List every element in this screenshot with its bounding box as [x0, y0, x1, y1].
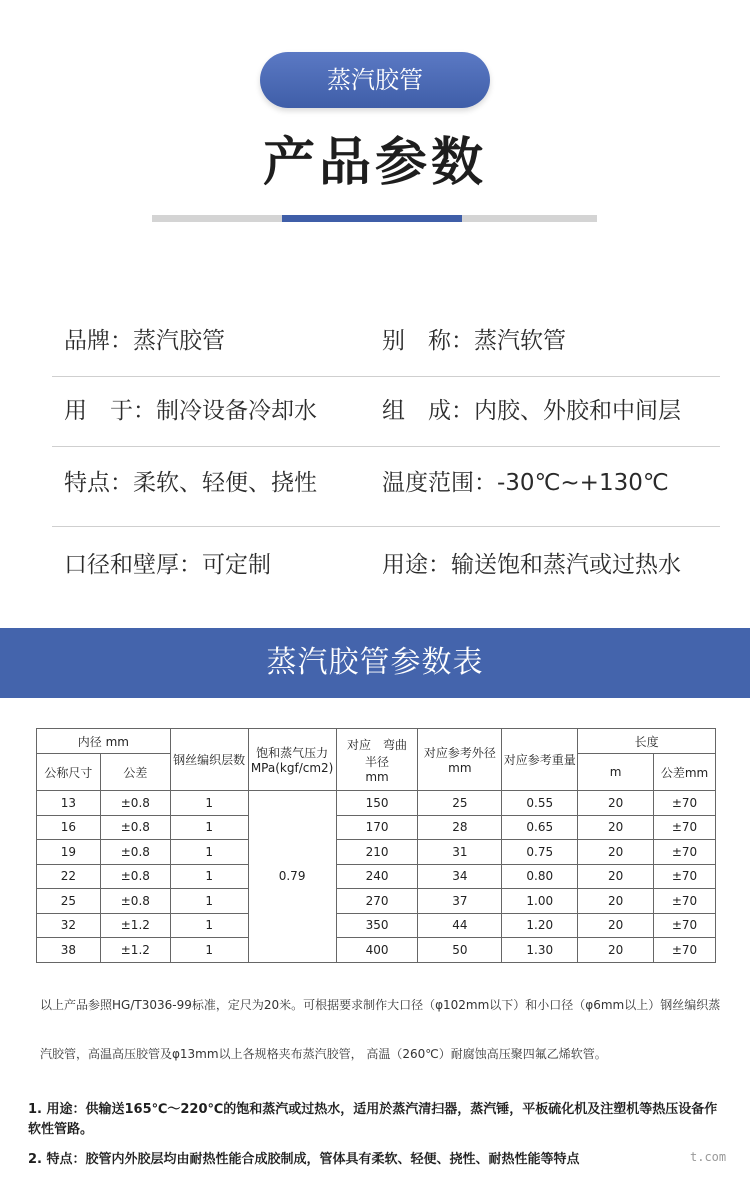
cell-weight: 1.00: [502, 889, 578, 914]
cell-length-tolerance: ±70: [654, 815, 716, 840]
header-bend-a: 对应: [347, 737, 372, 752]
cell-length-tolerance: ±70: [654, 913, 716, 938]
info-row-brand: [52, 306, 720, 376]
cell-length: 20: [578, 913, 654, 938]
info-alias: 别 称：蒸汽软管: [382, 328, 566, 354]
cell-size: 16: [37, 815, 101, 840]
cell-tolerance: ±1.2: [100, 913, 170, 938]
product-name-pill: 蒸汽胶管: [260, 52, 490, 108]
header-bend-d: mm: [365, 769, 389, 784]
cell-layers: 1: [170, 864, 248, 889]
feature-note: 2. 特点：胶管内外胶层均由耐热性能合成胶制成，管体具有柔软、轻便、挠性、耐热性能等特点: [28, 1152, 580, 1167]
cell-length-tolerance: ±70: [654, 840, 716, 865]
header-nominal-size: 公称尺寸: [37, 754, 101, 791]
cell-tolerance: ±0.8: [100, 840, 170, 865]
table-row: [37, 889, 716, 914]
info-row-size: [52, 530, 720, 600]
table-row: [37, 864, 716, 889]
page-title: 产品参数: [262, 133, 487, 193]
cell-length-tolerance: ±70: [654, 791, 716, 816]
cell-layers: 1: [170, 889, 248, 914]
header-weight: 对应参考重量: [502, 729, 578, 791]
cell-radius: 350: [336, 913, 418, 938]
cell-outer: 28: [418, 815, 502, 840]
cell-pressure: 0.79: [248, 791, 336, 963]
header-steam-pressure: 饱和蒸气压力MPa(kgf/cm2): [248, 729, 336, 791]
info-divider: [52, 526, 720, 527]
cell-outer: 50: [418, 938, 502, 963]
cell-length-tolerance: ±70: [654, 938, 716, 963]
header-bend-radius: [336, 729, 418, 791]
table-row: [37, 913, 716, 938]
cell-weight: 0.55: [502, 791, 578, 816]
header-bend-c: 半径: [365, 754, 390, 769]
info-composition: 组 成：内胶、外胶和中间层: [382, 398, 681, 424]
cell-size: 38: [37, 938, 101, 963]
table-row: [37, 840, 716, 865]
header-length: 长度: [578, 729, 716, 754]
cell-radius: 400: [336, 938, 418, 963]
header-length-m: m: [578, 754, 654, 791]
info-divider: [52, 446, 720, 447]
cell-layers: 1: [170, 791, 248, 816]
header-bend-b: 弯曲: [383, 737, 408, 752]
info-brand: 品牌：蒸汽胶管: [64, 328, 225, 354]
cell-length: 20: [578, 791, 654, 816]
cell-size: 25: [37, 889, 101, 914]
cell-length: 20: [578, 840, 654, 865]
cell-weight: 1.30: [502, 938, 578, 963]
cell-weight: 1.20: [502, 913, 578, 938]
info-row-usage: [52, 376, 720, 446]
standard-note: 以上产品参照HG/T3036-99标准，定尺为20米。可根据要求制作大口径（φ102mm以下）和小口径（φ6mm以上）钢丝编织蒸: [40, 998, 721, 1012]
cell-tolerance: ±0.8: [100, 864, 170, 889]
cell-weight: 0.65: [502, 815, 578, 840]
cell-outer: 31: [418, 840, 502, 865]
cell-layers: 1: [170, 913, 248, 938]
cell-length: 20: [578, 889, 654, 914]
info-row-features: [52, 448, 720, 518]
cell-radius: 240: [336, 864, 418, 889]
header-tolerance: 公差: [100, 754, 170, 791]
info-purpose: 用途：输送饱和蒸汽或过热水: [382, 552, 681, 578]
header-outer-diameter: 对应参考外径mm: [418, 729, 502, 791]
cell-tolerance: ±0.8: [100, 815, 170, 840]
table-row: [37, 938, 716, 963]
spec-table-banner: 蒸汽胶管参数表: [0, 628, 750, 698]
cell-outer: 37: [418, 889, 502, 914]
cell-length: 20: [578, 864, 654, 889]
table-row: [37, 791, 716, 816]
usage-note: 1. 用途：供输送165℃～220℃的饱和蒸汽或过热水，适用於蒸汽清扫器，蒸汽锤，平板硫化机及注塑机等热压设备作软性管路。: [28, 1102, 718, 1137]
header-inner-diameter: 内径 mm: [37, 729, 171, 754]
cell-outer: 34: [418, 864, 502, 889]
cell-length: 20: [578, 938, 654, 963]
cell-size: 19: [37, 840, 101, 865]
cell-radius: 170: [336, 815, 418, 840]
title-underline-accent: [282, 215, 462, 222]
cell-tolerance: ±0.8: [100, 889, 170, 914]
cell-layers: 1: [170, 938, 248, 963]
cell-radius: 270: [336, 889, 418, 914]
header-wire-layers: 钢丝编织层数: [170, 729, 248, 791]
info-application: 用 于：制冷设备冷却水: [64, 398, 317, 424]
cell-tolerance: ±0.8: [100, 791, 170, 816]
info-features: 特点：柔软、轻便、挠性: [64, 470, 317, 496]
table-row: [37, 815, 716, 840]
cell-layers: 1: [170, 815, 248, 840]
watermark: t.com: [690, 1150, 727, 1164]
cell-length-tolerance: ±70: [654, 889, 716, 914]
info-temperature: 温度范围：-30℃~+130℃: [382, 470, 669, 496]
cell-size: 22: [37, 864, 101, 889]
cell-weight: 0.75: [502, 840, 578, 865]
cell-length: 20: [578, 815, 654, 840]
info-size: 口径和壁厚：可定制: [64, 552, 271, 578]
cell-length-tolerance: ±70: [654, 864, 716, 889]
cell-weight: 0.80: [502, 864, 578, 889]
header-length-tolerance: 公差mm: [654, 754, 716, 791]
cell-size: 32: [37, 913, 101, 938]
cell-radius: 150: [336, 791, 418, 816]
cell-tolerance: ±1.2: [100, 938, 170, 963]
product-range-note: 汽胶管，高温高压胶管及φ13mm以上各规格夹布蒸汽胶管， 高温（260℃）耐腐蚀高压聚四氟乙烯软管。: [40, 1047, 607, 1061]
spec-table: [36, 728, 716, 963]
cell-layers: 1: [170, 840, 248, 865]
cell-outer: 44: [418, 913, 502, 938]
cell-radius: 210: [336, 840, 418, 865]
cell-outer: 25: [418, 791, 502, 816]
table-header-row: [37, 729, 716, 754]
cell-size: 13: [37, 791, 101, 816]
